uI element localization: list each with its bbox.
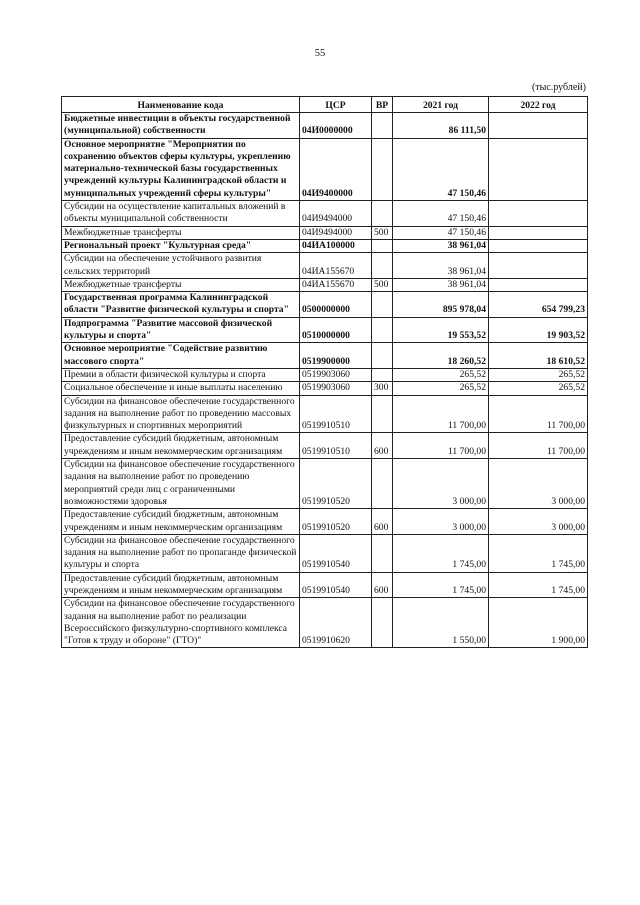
csr-cell: 0519910540 [300,572,372,598]
amount-2022-cell [489,201,588,227]
amount-2021-cell: 19 553,52 [393,317,489,343]
table-row [62,433,588,459]
vr-cell: 500 [372,278,393,291]
vr-cell [372,253,393,279]
name-cell: Бюджетные инвестиции в объекты государственной (муниципальной) собственности [62,113,300,139]
amount-2022-cell [489,239,588,252]
header-2022: 2022 год [489,97,588,113]
amount-2022-cell [489,113,588,139]
table-header-row [62,97,588,113]
amount-2021-cell: 3 000,00 [393,459,489,509]
vr-cell [372,239,393,252]
amount-2021-cell: 38 961,04 [393,253,489,279]
header-vr: ВР [372,97,393,113]
csr-cell: 04ИА100000 [300,239,372,252]
amount-2022-cell: 3 000,00 [489,459,588,509]
vr-cell: 500 [372,226,393,239]
vr-cell: 600 [372,433,393,459]
amount-2021-cell: 47 150,46 [393,201,489,227]
amount-2021-cell: 38 961,04 [393,239,489,252]
vr-cell [372,138,393,200]
amount-2022-cell: 19 903,52 [489,317,588,343]
amount-2022-cell: 654 799,23 [489,292,588,318]
amount-2022-cell [489,278,588,291]
csr-cell: 0519910540 [300,534,372,572]
amount-2022-cell: 3 000,00 [489,509,588,535]
table-row [62,292,588,318]
amount-2022-cell [489,253,588,279]
vr-cell [372,317,393,343]
header-2021: 2021 год [393,97,489,113]
table-row [62,598,588,648]
table-row [62,201,588,227]
vr-cell: 600 [372,572,393,598]
amount-2022-cell: 1 745,00 [489,572,588,598]
amount-2021-cell: 86 111,50 [393,113,489,139]
amount-2021-cell: 47 150,46 [393,138,489,200]
amount-2021-cell: 1 745,00 [393,572,489,598]
csr-cell: 0519910520 [300,459,372,509]
table-row [62,509,588,535]
vr-cell [372,368,393,381]
csr-cell: 04И0000000 [300,113,372,139]
vr-cell [372,598,393,648]
csr-cell: 04И9400000 [300,138,372,200]
name-cell: Субсидии на финансовое обеспечение государственного задания на выполнение работ по проведению мероприятий среди лиц с ограниченными возможностями здоровья [62,459,300,509]
table-row [62,239,588,252]
vr-cell [372,395,393,433]
amount-2021-cell: 11 700,00 [393,395,489,433]
vr-cell [372,534,393,572]
vr-cell [372,113,393,139]
table-row [62,278,588,291]
table-row [62,368,588,381]
csr-cell: 0510000000 [300,317,372,343]
name-cell: Субсидии на финансовое обеспечение государственного задания на выполнение работ по проведению массовых физкультурных и спортивных мероприятий [62,395,300,433]
table-row [62,253,588,279]
name-cell: Социальное обеспечение и иные выплаты населению [62,382,300,395]
csr-cell: 04ИА155670 [300,278,372,291]
table-row [62,226,588,239]
header-csr: ЦСР [300,97,372,113]
table-row [62,395,588,433]
name-cell: Субсидии на осуществление капитальных вложений в объекты муниципальной собственности [62,201,300,227]
table-body [62,113,588,648]
table-row [62,459,588,509]
table-row [62,343,588,369]
amount-2022-cell: 1 745,00 [489,534,588,572]
vr-cell: 300 [372,382,393,395]
amount-2021-cell: 11 700,00 [393,433,489,459]
csr-cell: 0519900000 [300,343,372,369]
amount-2021-cell: 265,52 [393,382,489,395]
name-cell: Предоставление субсидий бюджетным, автономным учреждениям и иным некоммерческим организациям [62,509,300,535]
name-cell: Межбюджетные трансферты [62,278,300,291]
name-cell: Основное мероприятие "Мероприятия по сохранению объектов сферы культуры, укреплению материально-технической базы государственных учреждений культуры Калининградской области и муниципальных учреждений сферы культуры" [62,138,300,200]
amount-2021-cell: 1 550,00 [393,598,489,648]
amount-2021-cell: 3 000,00 [393,509,489,535]
table-row [62,534,588,572]
name-cell: Предоставление субсидий бюджетным, автономным учреждениям и иным некоммерческим организациям [62,433,300,459]
csr-cell: 0519910510 [300,395,372,433]
name-cell: Подпрограмма "Развитие массовой физической культуры и спорта" [62,317,300,343]
table-row [62,382,588,395]
csr-cell: 0500000000 [300,292,372,318]
name-cell: Премии в области физической культуры и спорта [62,368,300,381]
csr-cell: 0519910620 [300,598,372,648]
csr-cell: 0519903060 [300,368,372,381]
name-cell: Основное мероприятие "Содействие развитию массового спорта" [62,343,300,369]
table-row [62,572,588,598]
csr-cell: 04И9494000 [300,226,372,239]
amount-2022-cell [489,226,588,239]
amount-2021-cell: 265,52 [393,368,489,381]
amount-2021-cell: 47 150,46 [393,226,489,239]
amount-2022-cell: 265,52 [489,382,588,395]
budget-table [61,96,588,648]
amount-2022-cell: 11 700,00 [489,395,588,433]
name-cell: Субсидии на финансовое обеспечение государственного задания на выполнение работ по пропаганде физической культуры и спорта [62,534,300,572]
amount-2022-cell: 265,52 [489,368,588,381]
header-name: Наименование кода [62,97,300,113]
vr-cell: 600 [372,509,393,535]
amount-2022-cell [489,138,588,200]
table-row [62,317,588,343]
csr-cell: 0519910520 [300,509,372,535]
amount-2021-cell: 18 260,52 [393,343,489,369]
name-cell: Региональный проект "Культурная среда" [62,239,300,252]
csr-cell: 04И9494000 [300,201,372,227]
amount-2021-cell: 38 961,04 [393,278,489,291]
name-cell: Субсидии на обеспечение устойчивого развития сельских территорий [62,253,300,279]
amount-2021-cell: 1 745,00 [393,534,489,572]
name-cell: Государственная программа Калининградской области "Развитие физической культуры и спорта" [62,292,300,318]
amount-2021-cell: 895 978,04 [393,292,489,318]
units-label: (тыс.рублей) [531,82,586,93]
name-cell: Межбюджетные трансферты [62,226,300,239]
name-cell: Субсидии на финансовое обеспечение государственного задания на выполнение работ по реализации Всероссийского физкультурно-спортивного комплекса "Готов к труду и обороне" (ГТО)" [62,598,300,648]
table-row [62,138,588,200]
vr-cell [372,459,393,509]
vr-cell [372,292,393,318]
csr-cell: 0519910510 [300,433,372,459]
amount-2022-cell: 1 900,00 [489,598,588,648]
csr-cell: 0519903060 [300,382,372,395]
name-cell: Предоставление субсидий бюджетным, автономным учреждениям и иным некоммерческим организациям [62,572,300,598]
csr-cell: 04ИА155670 [300,253,372,279]
amount-2022-cell: 11 700,00 [489,433,588,459]
page-number: 55 [314,48,326,59]
vr-cell [372,343,393,369]
vr-cell [372,201,393,227]
table-row [62,113,588,139]
amount-2022-cell: 18 610,52 [489,343,588,369]
